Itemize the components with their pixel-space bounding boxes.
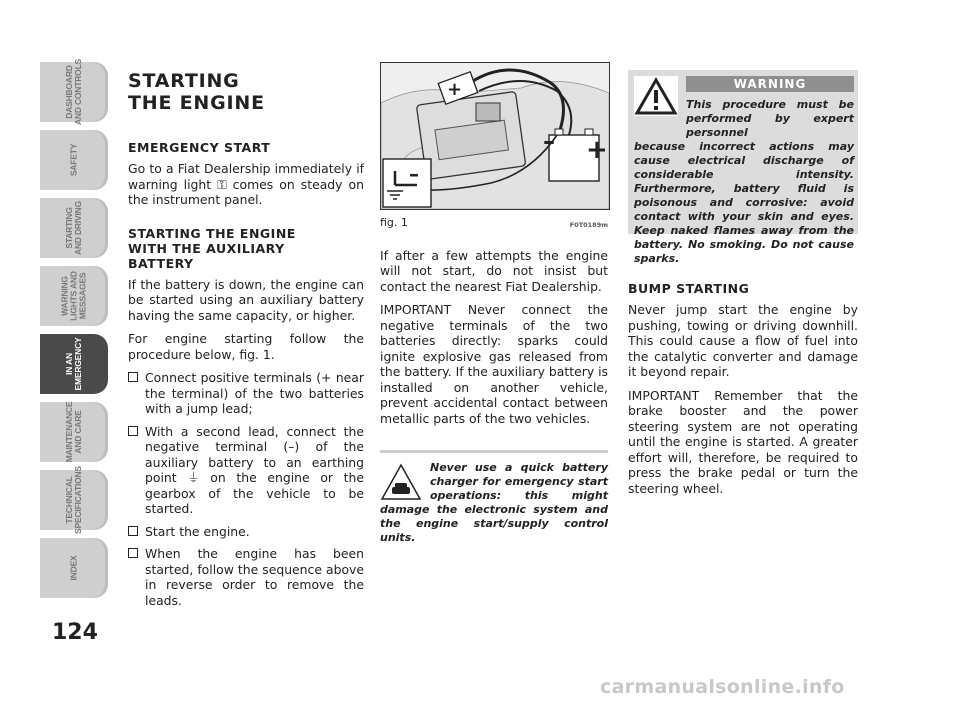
caution-text: Never use a quick battery charger for emergency start operations: this might damage the electronic system and the engine start/supply control units. [380,461,608,544]
figure-label: fig. 1 [380,216,408,229]
tab-dashboard-and-controls[interactable] [40,58,108,126]
tab-label: TECHNICAL SPECIFICATIONS [64,466,83,534]
tab-label: STARTING AND DRIVING [64,201,83,255]
list-item: Start the engine. [128,524,364,540]
bump-starting-text: Never jump start the engine by pushing, towing or driving downhill. This could cause a flow of fuel into the catalytic converter and damage it beyond repair. [628,302,858,379]
svg-text:+: + [447,79,463,100]
list-item: Connect positive terminals (+ near the terminal) of the two batteries with a jump lead; [128,370,364,417]
retry-text: If after a few attempts the engine will not start, do not insist but contact the nearest Fiat Dealership. [380,247,608,294]
tab-starting-and-driving[interactable] [40,198,108,258]
column-bump-starting [628,281,858,504]
jump-start-illustration [381,63,609,209]
column-starting-engine [128,62,364,615]
tab-warning-lights[interactable] [40,266,108,326]
warning-title: WARNING [686,76,854,92]
svg-text:–: – [409,162,419,186]
tab-label: SAFETY [68,143,79,177]
chapter-tabs [40,58,108,606]
warning-text-indented: This procedure must be performed by expert personnel [686,98,854,139]
caution-car-icon [380,463,422,501]
tab-label: INDEX [68,555,79,581]
tab-label: WARNING LIGHTS AND MESSAGES [59,271,88,321]
tab-label: DASHBOARD AND CONTROLS [64,58,83,126]
tab-label: MAINTENANCE AND CARE [64,401,83,463]
page-title [128,70,364,114]
tab-technical-specifications[interactable] [40,466,108,534]
tab-safety[interactable] [40,130,108,190]
auxiliary-battery-intro: If the battery is down, the engine can be started using an auxiliary battery having the same capacity, or higher. [128,276,364,323]
bump-starting-important: IMPORTANT Remember that the brake booster and the power steering system are not operating until the engine is started. A greater effort will, therefore, be required to press the brake pedal or turn the steering wheel. [628,387,858,496]
watermark: carmanualsonline.info [600,676,845,698]
bump-starting-heading: BUMP STARTING [628,281,750,296]
title-line-2: THE ENGINE [128,92,265,114]
procedure-intro: For engine starting follow the procedure below, fig. 1. [128,331,364,362]
svg-text:–: – [543,127,555,155]
warning-text-rest: because incorrect actions may cause electrical discharge of considerable intensity. Furthermore, battery fluid is poisonous and corrosive: avoid contact with your skin and eyes. Keep naked flames away from the battery. No smoking. Do not cause sparks. [634,140,854,265]
warning-box [628,70,858,265]
checkbox-bullet [128,548,138,558]
figure-code: F0T0189m [569,221,608,229]
column-figure [380,62,608,434]
title-line-1: STARTING [128,70,240,92]
checkbox-bullet [128,526,138,536]
checkbox-bullet [128,372,138,382]
list-item: When the engine has been started, follow the sequence above in reverse order to remove the leads. [128,546,364,608]
caution-note [380,450,608,545]
svg-text:+: + [586,135,608,165]
warning-text [634,98,854,266]
tab-maintenance-and-care[interactable] [40,402,108,462]
important-negative-terminals: IMPORTANT Never connect the negative terminals of the two batteries directly: sparks could ignite explosive gas released from the battery. If the auxiliary battery is installed on another vehicle, prevent accidental contact between metallic parts of the two vehicles. [380,302,608,426]
checkbox-bullet [128,426,138,436]
tab-index[interactable] [40,538,108,598]
emergency-start-heading: EMERGENCY START [128,140,271,155]
tab-label: IN AN EMERGENCY [64,337,83,391]
battery-jump-figure [380,62,610,210]
page-number: 124 [52,620,98,645]
figure-caption [380,215,608,234]
tab-in-an-emergency[interactable] [40,334,108,394]
list-item: With a second lead, connect the negative terminal (–) of the auxiliary battery to an earthing point ⏚ on the engine or the gearbox of the vehicle to be started. [128,424,364,517]
auxiliary-battery-heading: STARTING THE ENGINE WITH THE AUXILIARY BATTERY [128,225,296,271]
emergency-start-text: Go to a Fiat Dealership immediately if warning light ⚿ comes on steady on the instrument panel. [128,161,364,207]
